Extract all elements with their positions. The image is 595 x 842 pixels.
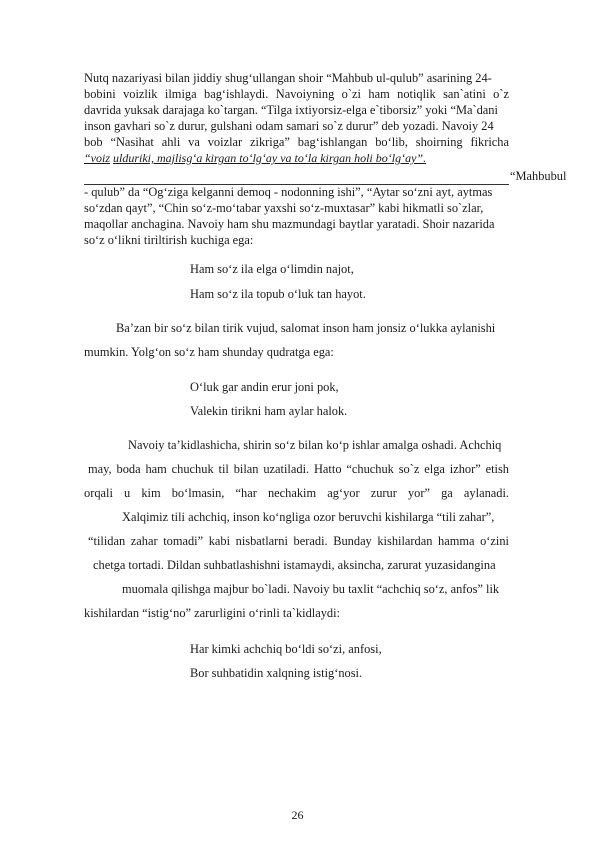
body-text-line: bob “Nasihat ahli va voizlar zikriga” bag‘ishlangan bo‘lib, shoirning fikricha bbox=[84, 135, 509, 149]
underlined-quote bbox=[84, 151, 426, 166]
body-text-line: Navoiy ta’kidlashicha, shirin so‘z bilan ko‘p ishlar amalga oshadi. Achchiq bbox=[128, 438, 502, 452]
poem-line: Bor suhbatidin xalqning istig‘nosi. bbox=[190, 666, 363, 680]
poem-line: O‘luk gar andin erur joni pok, bbox=[190, 380, 339, 394]
poem-line: Ham so‘z ila topub o‘luk tan hayot. bbox=[190, 287, 366, 301]
body-text-line: maqollar anchagina. Navoiy ham shu mazmundagi baytlar yaratadi. Shoir nazarida bbox=[84, 217, 495, 231]
quote-rest: ulduriki, majlisg‘a kirgan to‘lg‘ay va to‘la kirgan holi bo‘lg‘ay”. bbox=[113, 151, 427, 165]
page-number: 26 bbox=[291, 808, 304, 822]
body-text-line: so‘z o‘likni tiriltirish kuchiga ega: bbox=[84, 233, 254, 247]
body-text-line: mumkin. Yolg‘on so‘z ham shunday qudratga ega: bbox=[84, 345, 334, 359]
body-text-line: bobini voizlik ilmiga bag‘ishlaydi. Navoiyning o`zi ham notiqlik san`atini o`z bbox=[84, 87, 509, 101]
body-text-line: “tilidan zahar tomadi” kabi nisbatlarni beradi. Bunday kishilardan hamma o‘zini bbox=[88, 534, 509, 548]
body-text-line: orqali u kim bo‘lmasin, “har nechakim ag‘yor zurur yor” ga aylanadi. bbox=[84, 486, 509, 500]
body-text-line: Ba’zan bir so‘z bilan tirik vujud, salomat inson ham jonsiz o‘lukka aylanishi bbox=[116, 321, 496, 335]
body-text-line: inson gavhari so`z durur, gulshani odam samari so`z durur” deb yozadi. Navoiy 24 bbox=[84, 119, 494, 133]
body-text-line: chetga tortadi. Dildan suhbatlashishni istamaydi, aksincha, zarurat yuzasidangina bbox=[93, 558, 496, 572]
body-text-line: may, boda ham chuchuk til bilan uzatiladi. Hatto “chuchuk so`z elga izhor” etish bbox=[88, 462, 509, 476]
poem-line: Ham so‘z ila elga o‘limdin najot, bbox=[190, 262, 354, 276]
poem-line: Valekin tirikni ham aylar halok. bbox=[190, 404, 348, 418]
body-text-line: Nutq nazariyasi bilan jiddiy shug‘ullangan shoir “Mahbub ul-qulub” asarining 24- bbox=[84, 71, 492, 85]
body-text-line: davrida yuksak darajaga ko`targan. “Tilga ixtiyorsiz-elga e`tiborsiz” yoki “Ma`dani bbox=[84, 103, 498, 117]
quote-start: “voiz bbox=[84, 151, 111, 165]
mahbubul-word: “Mahbubul bbox=[510, 169, 567, 183]
poem-line: Har kimki achchiq bo‘ldi so‘zi, anfosi, bbox=[190, 642, 382, 656]
body-text-line: Xalqimiz tili achchiq, inson ko‘ngliga ozor beruvchi kishilarga “tili zahar”, bbox=[122, 510, 495, 524]
body-text-line: - qulub” da “Og‘ziga kelganni demoq - nodonning ishi”, “Aytar so‘zni ayt, aytmas bbox=[84, 185, 493, 199]
body-text-line: muomala qilishga majbur bo`ladi. Navoiy bu taxlit “achchiq so‘z, anfos” lik bbox=[122, 582, 500, 596]
body-text-line: kishilardan “istig‘no” zarurligini o‘rinli ta`kidlaydi: bbox=[84, 606, 341, 620]
body-text-line: so‘zdan qayt”, “Chin so‘z-mo‘tabar yaxshi so‘z-muxtasar” kabi hikmatli so`zlar, bbox=[84, 201, 484, 215]
